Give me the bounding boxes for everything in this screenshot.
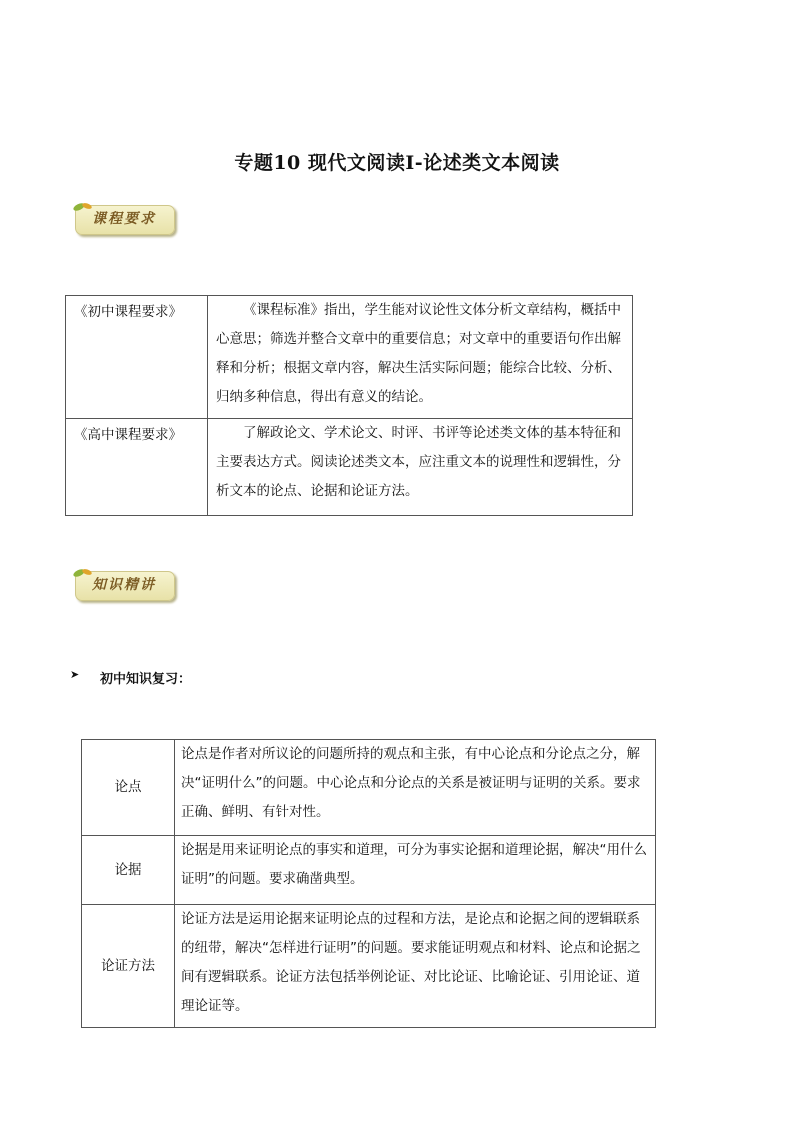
section-heading [70,668,192,687]
section-badge-knowledge [72,566,174,600]
section-heading-text: 初中知识复习： [100,672,192,687]
table-row [66,296,633,419]
badge-label: 知识精讲 [92,577,156,593]
page-title: 专题10 现代文阅读Ⅰ-论述类文本阅读 [234,152,560,174]
table-row [82,836,656,905]
table-row [66,419,633,516]
table-cell-key: 《初中课程要求》 [66,296,208,419]
table-row [82,740,656,836]
table-cell-key: 论证方法 [82,905,175,1028]
badge-label: 课程要求 [92,211,156,227]
table-cell-value: 论点是作者对所议论的问题所持的观点和主张，有中心论点和分论点之分，解决“证明什么”的问题。中心论点和分论点的关系是被证明与证明的关系。要求正确、鲜明、有针对性。 [175,740,656,836]
section-badge-requirements [72,200,174,234]
knowledge-table [81,739,656,1028]
table-cell-key: 论点 [82,740,175,836]
table-cell-value: 论证方法是运用论据来证明论点的过程和方法，是论点和论据之间的逻辑联系的纽带，解决“怎样进行证明”的问题。要求能证明观点和材料、论点和论据之间有逻辑联系。论证方法包括举例论证、对比论证、比喻论证、引用论证、道理论证等。 [175,905,656,1028]
table-row [82,905,656,1028]
table-cell-key: 《高中课程要求》 [66,419,208,516]
requirements-table [65,295,633,516]
table-cell-key: 论据 [82,836,175,905]
arrow-bullet-icon: ➤ [70,668,80,681]
table-cell-value: 论据是用来证明论点的事实和道理，可分为事实论据和道理论据，解决“用什么证明”的问题。要求确凿典型。 [175,836,656,905]
table-cell-value: 《课程标准》指出，学生能对议论性文体分析文章结构，概括中心意思；筛选并整合文章中的重要信息；对文章中的重要语句作出解释和分析；根据文章内容，解决生活实际问题；能综合比较、分析、归纳多种信息，得出有意义的结论。 [208,296,633,419]
table-cell-value: 了解政论文、学术论文、时评、书评等论述类文体的基本特征和主要表达方式。阅读论述类文本，应注重文本的说理性和逻辑性，分析文本的论点、论据和论证方法。 [208,419,633,516]
